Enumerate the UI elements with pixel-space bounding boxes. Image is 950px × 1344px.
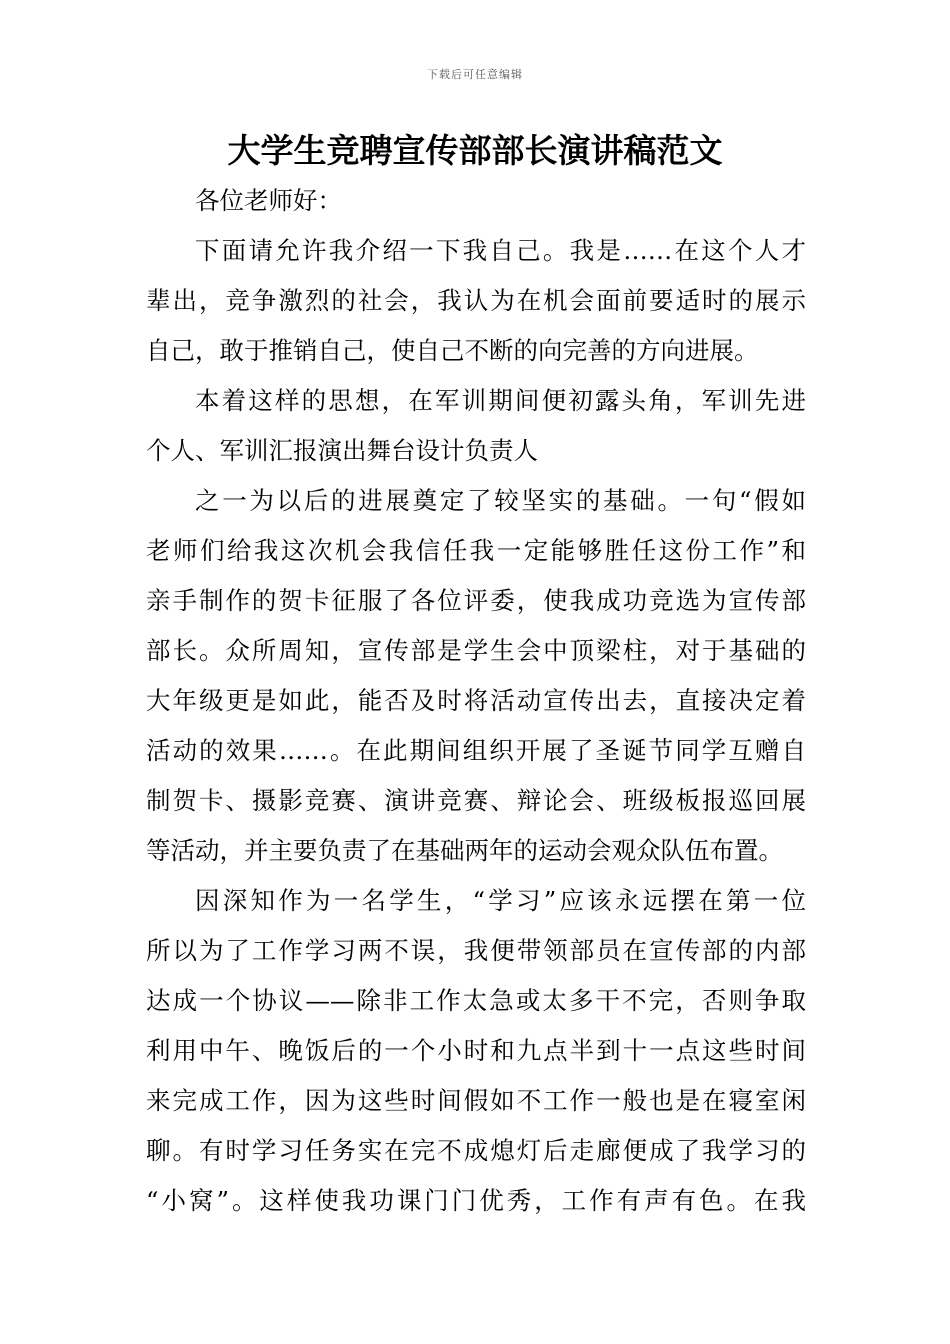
body-line: 自己，敢于推销自己，使自己不断的向完善的方向进展。 (146, 336, 759, 365)
body-line: 利用中午、晚饭后的一个小时和九点半到十一点这些时间 (146, 1036, 806, 1065)
body-text (146, 176, 806, 1226)
body-line: 辈出，竞争激烈的社会，我认为在机会面前要适时的展示 (146, 286, 806, 315)
body-line: 因深知作为一名学生，“学习”应该永远摆在第一位 (195, 886, 806, 915)
body-line: 等活动，并主要负责了在基础两年的运动会观众队伍布置。 (146, 836, 783, 865)
body-line: 达成一个协议——除非工作太急或太多干不完，否则争取 (146, 986, 806, 1015)
document-title: 大学生竞聘宣传部部长演讲稿范文 (227, 131, 723, 170)
body-line: 老师们给我这次机会我信任我一定能够胜任这份工作”和 (146, 536, 806, 565)
header-note: 下载后可任意编辑 (427, 68, 523, 81)
body-line: 活动的效果……。在此期间组织开展了圣诞节同学互赠自 (146, 736, 806, 765)
body-line: 所以为了工作学习两不误，我便带领部员在宣传部的内部 (146, 936, 806, 965)
body-line: 来完成工作，因为这些时间假如不工作一般也是在寝室闲 (146, 1086, 806, 1115)
body-line: 本着这样的思想，在军训期间便初露头角，军训先进 (195, 386, 806, 415)
body-line: 之一为以后的进展奠定了较坚实的基础。一句“假如 (195, 486, 806, 515)
body-line: 大年级更是如此，能否及时将活动宣传出去，直接决定着 (146, 686, 806, 715)
body-line: 聊。有时学习任务实在完不成熄灯后走廊便成了我学习的 (146, 1136, 806, 1165)
body-line: 制贺卡、摄影竞赛、演讲竞赛、辩论会、班级板报巡回展 (146, 786, 806, 815)
body-line: 各位老师好： (195, 186, 342, 215)
body-line: 亲手制作的贺卡征服了各位评委，使我成功竞选为宣传部 (146, 586, 806, 615)
body-line: 个人、军训汇报演出舞台设计负责人 (146, 436, 538, 465)
body-line: “小窝”。这样使我功课门门优秀，工作有声有色。在我 (146, 1186, 806, 1215)
body-line: 部长。众所周知，宣传部是学生会中顶梁柱，对于基础的 (146, 636, 806, 665)
body-line: 下面请允许我介绍一下我自己。我是……在这个人才 (195, 236, 806, 265)
